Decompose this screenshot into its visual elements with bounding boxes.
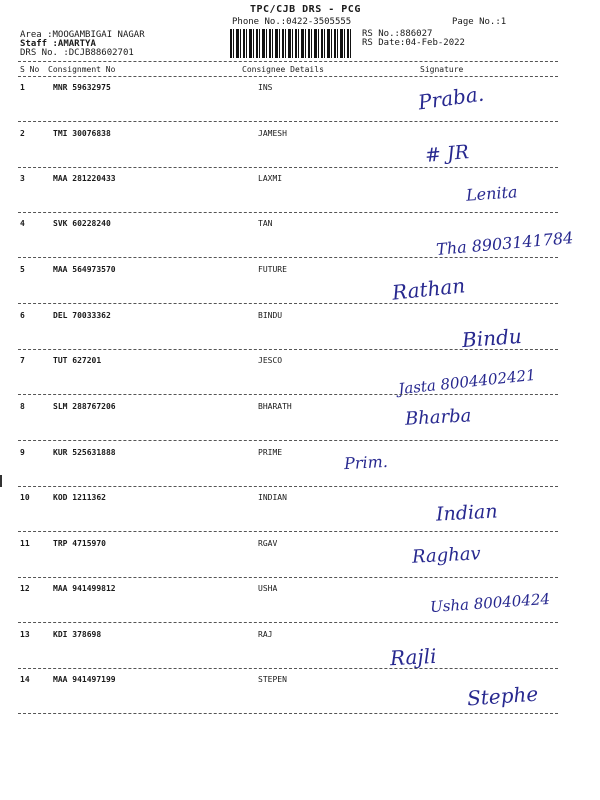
consignee-name: JESCO (258, 356, 283, 365)
row-serial-number: 1 (20, 83, 25, 92)
signature-handwritten: Stephe (466, 681, 539, 711)
consignment-number: KOD 1211362 (53, 493, 106, 502)
row-serial-number: 12 (20, 584, 30, 593)
row-serial-number: 8 (20, 402, 25, 411)
signature-handwritten: Lenita (465, 182, 519, 205)
row-serial-number: 10 (20, 493, 30, 502)
signature-handwritten: Indian (435, 500, 499, 526)
area-label: Area :MOOGAMBIGAI NAGAR (20, 30, 145, 40)
row-separator (18, 349, 558, 350)
consignee-name: FUTURE (258, 265, 287, 274)
row-serial-number: 7 (20, 356, 25, 365)
consignment-number: MAA 941499812 (53, 584, 116, 593)
rs-date: RS Date:04-Feb-2022 (362, 38, 465, 48)
consignment-number: KDI 378698 (53, 630, 102, 639)
row-serial-number: 11 (20, 539, 30, 548)
consignment-number: MAA 941497199 (53, 675, 116, 684)
consignment-number: MAA 281220433 (53, 174, 116, 183)
consignee-name: BHARATH (258, 402, 292, 411)
row-serial-number: 2 (20, 129, 25, 138)
consignee-name: TAN (258, 219, 273, 228)
row-separator (18, 257, 558, 258)
signature-handwritten: Bindu (461, 323, 523, 353)
signature-handwritten: # JR (424, 141, 470, 167)
signature-handwritten: Prim. (343, 451, 389, 474)
consignment-number: SVK 60228240 (53, 219, 111, 228)
signature-handwritten: Tha 8903141784 (435, 228, 574, 259)
consignee-name: PRIME (258, 448, 283, 457)
row-separator (18, 622, 558, 623)
signature-handwritten: Jasta 8004402421 (397, 365, 537, 399)
staff-label: Staff :AMARTYA (20, 39, 96, 49)
margin-mark (0, 475, 2, 487)
signature-handwritten: Rajli (389, 643, 438, 671)
row-separator (18, 394, 558, 395)
column-header-signature: Signature (420, 65, 464, 74)
signature-handwritten: Usha 80040424 (429, 589, 551, 617)
column-header-sno: S No (20, 65, 40, 74)
column-header-separator (18, 76, 558, 77)
consignment-number: TUT 627201 (53, 356, 102, 365)
row-separator (18, 440, 558, 441)
consignee-name: STEPEN (258, 675, 287, 684)
row-separator (18, 486, 558, 487)
consignee-name: RGAV (258, 539, 278, 548)
row-separator (18, 212, 558, 213)
signature-handwritten: Praba. (416, 81, 486, 115)
column-header-consignee: Consignee Details (242, 65, 324, 74)
barcode (230, 29, 352, 58)
row-serial-number: 9 (20, 448, 25, 457)
consignment-number: TMI 30076838 (53, 129, 111, 138)
row-serial-number: 5 (20, 265, 25, 274)
consignment-number: MAA 564973570 (53, 265, 116, 274)
row-separator (18, 531, 558, 532)
row-separator (18, 713, 558, 714)
row-serial-number: 13 (20, 630, 30, 639)
consignment-number: SLM 288767206 (53, 402, 116, 411)
column-header-consignment: Consignment No (48, 65, 116, 74)
signature-handwritten: Rathan (390, 273, 467, 305)
consignee-name: RAJ (258, 630, 273, 639)
consignee-name: USHA (258, 584, 278, 593)
row-separator (18, 668, 558, 669)
signature-handwritten: Raghav (411, 543, 482, 568)
consignee-name: JAMESH (258, 129, 287, 138)
sheet-title: TPC/CJB DRS - PCG (250, 4, 361, 15)
page-number: Page No.:1 (452, 17, 507, 27)
signature-handwritten: Bharba (404, 405, 472, 430)
row-serial-number: 4 (20, 219, 25, 228)
consignment-number: KUR 525631888 (53, 448, 116, 457)
consignment-number: TRP 4715970 (53, 539, 106, 548)
consignee-name: BINDU (258, 311, 283, 320)
consignment-number: DEL 70033362 (53, 311, 111, 320)
header-separator (18, 61, 558, 62)
consignee-name: INS (258, 83, 273, 92)
rs-number: RS No.:886027 (362, 29, 433, 39)
consignee-name: LAXMI (258, 174, 283, 183)
row-separator (18, 577, 558, 578)
row-serial-number: 6 (20, 311, 25, 320)
drs-number: DRS No. :DCJB88602701 (20, 48, 134, 58)
consignment-number: MNR 59632975 (53, 83, 111, 92)
row-serial-number: 14 (20, 675, 30, 684)
row-serial-number: 3 (20, 174, 25, 183)
phone-number: Phone No.:0422-3505555 (232, 17, 352, 27)
row-separator (18, 121, 558, 122)
consignee-name: INDIAN (258, 493, 287, 502)
row-separator (18, 167, 558, 168)
row-separator (18, 303, 558, 304)
